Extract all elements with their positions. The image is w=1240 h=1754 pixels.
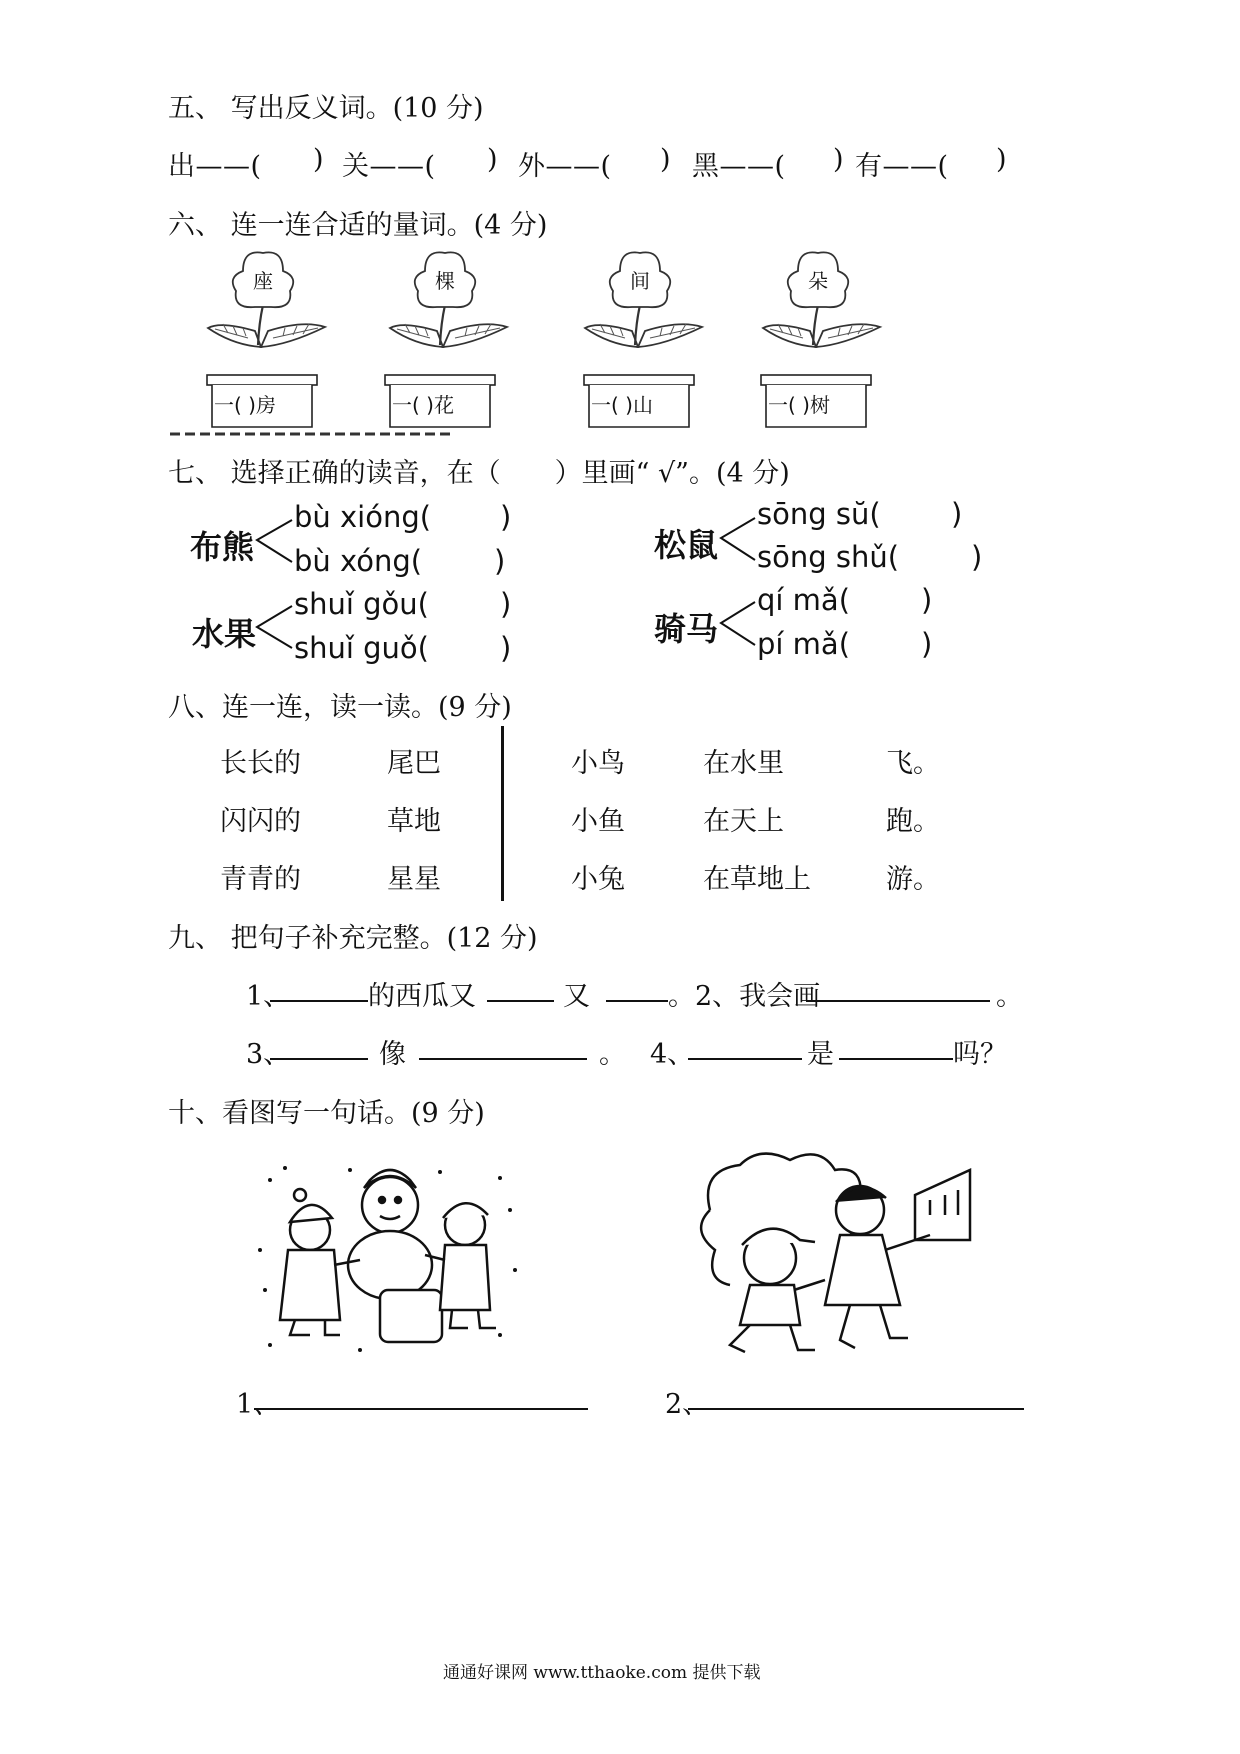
picture-1-answer-line[interactable] bbox=[254, 1408, 588, 1410]
pinyin-option-1b: bù xóng( bbox=[294, 544, 423, 578]
match-left-a-2: 闪闪的 bbox=[220, 806, 301, 837]
match-left-b-1: 尾巴 bbox=[387, 748, 441, 779]
snowman-picture bbox=[240, 1150, 540, 1370]
pinyin-option-2a: sōng sŭ( bbox=[757, 497, 881, 531]
divider-line bbox=[501, 726, 504, 901]
sentence-1-num: 1、 bbox=[246, 981, 291, 1012]
pinyin-option-4b: pí mǎ( bbox=[757, 627, 851, 661]
match-left-b-2: 草地 bbox=[387, 806, 441, 837]
sentence-4-num: 4、 bbox=[650, 1039, 695, 1070]
pot-label-3: 一( )山 bbox=[591, 393, 653, 417]
blank-1a[interactable] bbox=[270, 1000, 368, 1002]
sentence-1-text-b: 又 bbox=[563, 981, 590, 1012]
children-running-picture bbox=[690, 1140, 1020, 1370]
sentence-2-end: 。 bbox=[996, 981, 1023, 1012]
match-right-c-1: 飞。 bbox=[886, 748, 940, 779]
pinyin-word-2: 松鼠 bbox=[654, 526, 719, 564]
section-8-heading: 八、连一连，读一读。(9 分) bbox=[168, 692, 512, 723]
blank-4a[interactable] bbox=[688, 1058, 802, 1060]
match-right-a-3: 小兔 bbox=[571, 864, 625, 895]
pinyin-close-4a: ) bbox=[921, 583, 933, 617]
match-left-a-1: 长长的 bbox=[220, 748, 301, 779]
sentence-4-text: 是 bbox=[807, 1039, 834, 1070]
pinyin-word-3: 水果 bbox=[192, 615, 257, 653]
antonym-close-5: ) bbox=[996, 144, 1008, 175]
antonym-item-5: 有——( bbox=[855, 151, 949, 182]
match-right-a-2: 小鱼 bbox=[571, 806, 625, 837]
pinyin-close-1b: ) bbox=[494, 544, 506, 578]
pinyin-close-3b: ) bbox=[500, 631, 512, 665]
section-9-heading: 九、 把句子补充完整。(12 分) bbox=[168, 923, 538, 954]
blank-1c[interactable] bbox=[606, 1000, 668, 1002]
antonym-item-3: 外——( bbox=[518, 151, 612, 182]
pot-label-4: 一( )树 bbox=[768, 393, 830, 417]
picture-2-answer-line[interactable] bbox=[688, 1408, 1024, 1410]
sentence-3-text: 像 bbox=[379, 1039, 406, 1070]
sentence-4-end: 吗？ bbox=[953, 1039, 1007, 1070]
blank-4b[interactable] bbox=[839, 1058, 953, 1060]
antonym-item-2: 关——( bbox=[342, 151, 436, 182]
antonym-item-1: 出——( bbox=[168, 151, 262, 182]
pinyin-close-2a: ) bbox=[951, 497, 963, 531]
match-left-b-3: 星星 bbox=[387, 864, 441, 895]
match-right-c-2: 跑。 bbox=[886, 806, 940, 837]
antonym-close-2: ) bbox=[487, 144, 499, 175]
section-7-heading: 七、 选择正确的读音，在（ ）里画“ √”。(4 分) bbox=[168, 458, 790, 489]
antonym-item-4: 黑——( bbox=[692, 151, 786, 182]
pinyin-option-3b: shuǐ guǒ( bbox=[294, 631, 429, 665]
match-right-b-3: 在草地上 bbox=[703, 864, 811, 895]
pinyin-option-3a: shuǐ gǒu( bbox=[294, 587, 429, 621]
pinyin-word-1: 布熊 bbox=[190, 528, 255, 566]
match-right-a-1: 小鸟 bbox=[571, 748, 625, 779]
blank-3b[interactable] bbox=[419, 1058, 587, 1060]
pinyin-option-1a: bù xióng( bbox=[294, 500, 432, 534]
flower-label-2: 棵 bbox=[435, 269, 455, 293]
picture-2-num: 2、 bbox=[665, 1389, 710, 1420]
pot-label-1: 一( )房 bbox=[214, 393, 276, 417]
pinyin-close-4b: ) bbox=[921, 627, 933, 661]
pinyin-close-1a: ) bbox=[500, 500, 512, 534]
pinyin-close-2b: ) bbox=[971, 540, 983, 574]
antonym-close-1: ) bbox=[313, 144, 325, 175]
flower-label-1: 座 bbox=[253, 269, 273, 293]
antonym-close-4: ) bbox=[833, 144, 845, 175]
pinyin-option-4a: qí mǎ( bbox=[757, 583, 851, 617]
sentence-2-text: 。2、我会画 bbox=[668, 981, 821, 1012]
flower-label-3: 间 bbox=[630, 269, 650, 293]
flower-label-4: 朵 bbox=[808, 269, 828, 293]
antonym-close-3: ) bbox=[660, 144, 672, 175]
pot-label-2: 一( )花 bbox=[392, 393, 454, 417]
pinyin-close-3a: ) bbox=[500, 587, 512, 621]
match-left-a-3: 青青的 bbox=[220, 864, 301, 895]
section-5-heading: 五、 写出反义词。(10 分) bbox=[168, 93, 484, 124]
match-right-b-2: 在天上 bbox=[703, 806, 784, 837]
match-right-b-1: 在水里 bbox=[703, 748, 784, 779]
picture-1-num: 1、 bbox=[236, 1389, 281, 1420]
section-10-heading: 十、看图写一句话。(9 分) bbox=[168, 1098, 485, 1129]
blank-2[interactable] bbox=[806, 1000, 990, 1002]
blank-3a[interactable] bbox=[270, 1058, 368, 1060]
sentence-3-end: 。 bbox=[599, 1039, 626, 1070]
sentence-3-num: 3、 bbox=[246, 1039, 291, 1070]
section-6-heading: 六、 连一连合适的量词。(4 分) bbox=[168, 210, 548, 241]
footer-text: 通通好课网 www.tthaoke.com 提供下载 bbox=[443, 1663, 761, 1683]
pinyin-word-4: 骑马 bbox=[654, 610, 719, 648]
pinyin-option-2b: sōng shǔ( bbox=[757, 540, 900, 574]
sentence-1-text-a: 的西瓜又 bbox=[368, 981, 476, 1012]
match-right-c-3: 游。 bbox=[886, 864, 940, 895]
pinyin-brackets bbox=[0, 490, 1240, 680]
blank-1b[interactable] bbox=[487, 1000, 554, 1002]
